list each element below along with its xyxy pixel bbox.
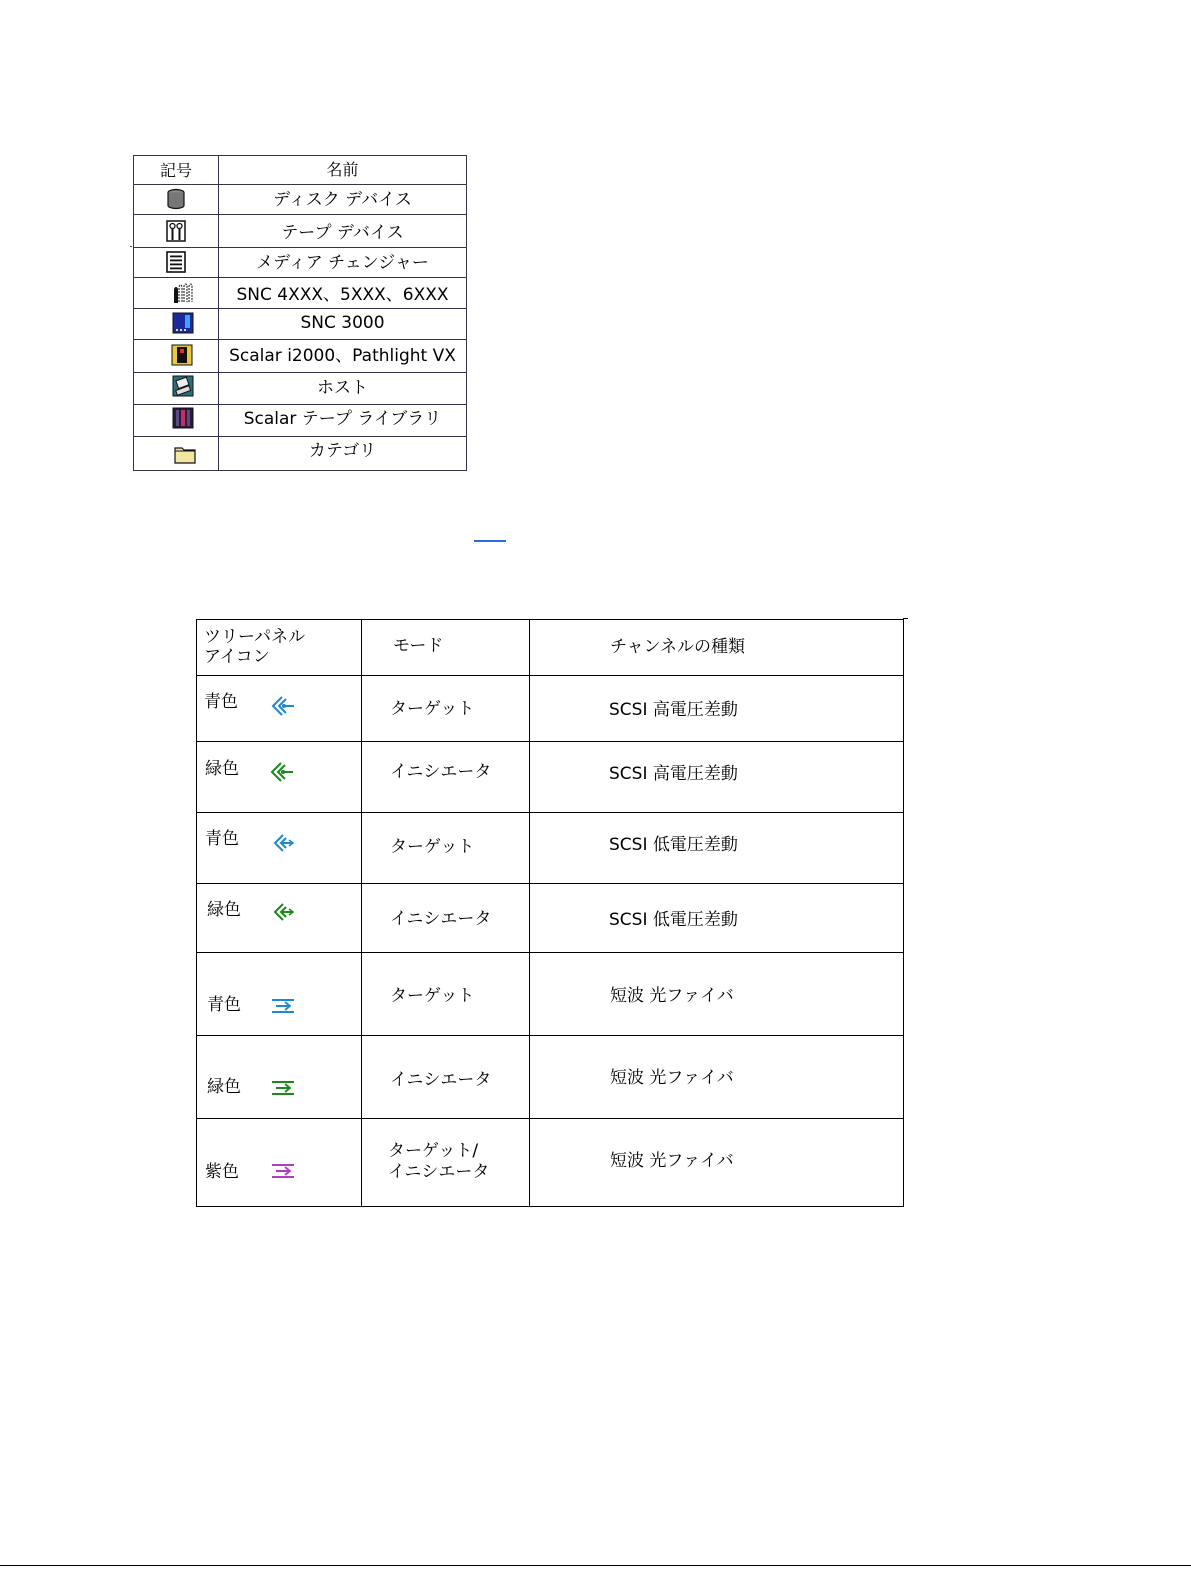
header-channel-type: チャンネルの種類 [610, 637, 745, 657]
row-divider [134, 214, 466, 215]
disk-icon [165, 188, 187, 210]
row-name: SNC 3000 [300, 313, 385, 333]
row-divider [134, 277, 466, 278]
header-symbol: 記号 [159, 161, 192, 180]
media-changer-icon [165, 251, 187, 273]
row-name: ホスト [317, 378, 368, 398]
row-divider [197, 675, 903, 676]
scsi-hvd-icon [270, 696, 296, 716]
channel-type-cell: 短波 光ファイバ [610, 1068, 734, 1088]
channel-table [196, 619, 904, 1207]
row-name: メディア チェンジャー [256, 253, 429, 273]
row-divider [197, 952, 903, 953]
snc-multi-icon [172, 282, 194, 304]
channel-type-cell: 短波 光ファイバ [610, 986, 734, 1006]
mode-cell: イニシエータ [390, 909, 492, 929]
fibre-icon [270, 996, 296, 1016]
row-divider [197, 1035, 903, 1036]
color-label: 紫色 [205, 1162, 239, 1182]
color-label: 緑色 [205, 759, 239, 779]
channel-type-cell: SCSI 高電圧差動 [609, 764, 738, 784]
row-name: SNC 4XXX、5XXX、6XXX [236, 285, 449, 305]
row-name: Scalar i2000、Pathlight VX [229, 346, 456, 366]
channel-type-cell: SCSI 高電圧差動 [609, 700, 738, 720]
tape-icon [165, 220, 187, 242]
header-name: 名前 [326, 160, 359, 179]
link-underline[interactable] [474, 528, 506, 542]
row-divider [197, 741, 903, 742]
mode-cell: イニシエータ [390, 762, 492, 782]
mode-cell: ターゲット/ イニシエータ [388, 1141, 490, 1182]
page-bottom-rule [0, 1565, 1191, 1566]
stray-mark [130, 246, 132, 247]
row-divider [197, 1118, 903, 1119]
row-divider [134, 308, 466, 309]
scalar-i2000-icon [171, 344, 193, 366]
row-divider [134, 436, 466, 437]
folder-icon [174, 443, 196, 465]
mode-cell: ターゲット [390, 986, 475, 1006]
row-name: ディスク デバイス [273, 190, 412, 210]
scsi-hvd-icon [269, 762, 295, 782]
row-divider [134, 404, 466, 405]
channel-type-cell: SCSI 低電圧差動 [609, 910, 738, 930]
row-divider [197, 812, 903, 813]
host-icon [172, 375, 194, 397]
row-name: テープ デバイス [281, 223, 404, 243]
color-label: 青色 [204, 692, 238, 712]
header-icon-label: ツリーパネル アイコン [204, 627, 306, 667]
color-label: 青色 [207, 995, 241, 1015]
row-name: Scalar テープ ライブラリ [243, 409, 442, 429]
row-divider [134, 339, 466, 340]
channel-type-cell: 短波 光ファイバ [610, 1151, 734, 1171]
color-label: 緑色 [207, 1077, 241, 1097]
scsi-lvd-icon [272, 833, 298, 853]
row-divider [134, 247, 466, 248]
color-label: 緑色 [207, 900, 241, 920]
mode-cell: ターゲット [390, 699, 475, 719]
snc-3000-icon [172, 312, 194, 334]
scsi-lvd-icon [272, 902, 298, 922]
mode-cell: ターゲット [390, 837, 475, 857]
fibre-icon [270, 1078, 296, 1098]
row-name: カテゴリ [308, 441, 377, 461]
symbol-table [133, 155, 467, 471]
header-mode: モード [393, 636, 444, 656]
row-divider [134, 372, 466, 373]
color-label: 青色 [205, 829, 239, 849]
channel-type-cell: SCSI 低電圧差動 [609, 835, 738, 855]
row-divider [134, 184, 466, 185]
row-divider [197, 883, 903, 884]
mode-cell: イニシエータ [390, 1070, 492, 1090]
fibre-icon [270, 1161, 296, 1181]
scalar-library-icon [172, 407, 194, 429]
